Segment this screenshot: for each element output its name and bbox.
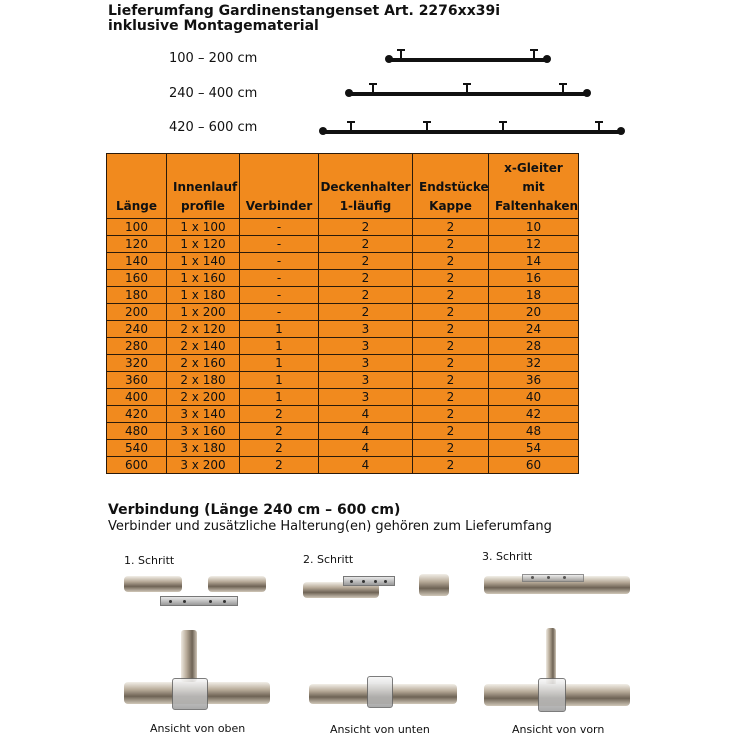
- cell-length: 120: [107, 236, 167, 253]
- cell-connector: -: [240, 236, 319, 253]
- cell-ceiling-bracket: 2: [319, 270, 413, 287]
- column-header-end-caps: Endstücke Kappe: [413, 154, 489, 219]
- cell-gliders: 28: [489, 338, 579, 355]
- table-row: [107, 440, 579, 457]
- column-header-length: Länge: [107, 154, 167, 219]
- cell-connector: 1: [240, 389, 319, 406]
- table-row: [107, 321, 579, 338]
- connection-title: Verbindung (Länge 240 cm – 600 cm): [108, 502, 401, 518]
- step-3-illustration: [484, 572, 630, 612]
- view-front-illustration: [484, 628, 632, 720]
- cell-ceiling-bracket: 4: [319, 440, 413, 457]
- cell-length: 360: [107, 372, 167, 389]
- view-top-caption: Ansicht von oben: [150, 722, 246, 735]
- connection-subtitle: Verbinder und zusätzliche Halterung(en) gehören zum Lieferumfang: [108, 519, 552, 534]
- cell-end-caps: 2: [413, 389, 489, 406]
- cell-gliders: 40: [489, 389, 579, 406]
- cell-length: 420: [107, 406, 167, 423]
- rod-diagram-short: [389, 58, 547, 62]
- table-row: [107, 253, 579, 270]
- cell-gliders: 10: [489, 219, 579, 236]
- cell-end-caps: 2: [413, 304, 489, 321]
- cell-connector: -: [240, 304, 319, 321]
- cell-ceiling-bracket: 2: [319, 253, 413, 270]
- table-row: [107, 304, 579, 321]
- cell-profile: 1 x 120: [167, 236, 240, 253]
- rod-diagram-medium: [349, 92, 587, 96]
- cell-connector: 2: [240, 423, 319, 440]
- cell-end-caps: 2: [413, 338, 489, 355]
- cell-ceiling-bracket: 4: [319, 457, 413, 474]
- table-row: [107, 355, 579, 372]
- cell-connector: -: [240, 270, 319, 287]
- cell-profile: 3 x 140: [167, 406, 240, 423]
- cell-profile: 3 x 180: [167, 440, 240, 457]
- cell-profile: 2 x 140: [167, 338, 240, 355]
- cell-ceiling-bracket: 4: [319, 423, 413, 440]
- cell-ceiling-bracket: 3: [319, 321, 413, 338]
- cell-end-caps: 2: [413, 423, 489, 440]
- cell-end-caps: 2: [413, 287, 489, 304]
- view-bottom-illustration: [309, 672, 459, 712]
- cell-length: 240: [107, 321, 167, 338]
- rod-size-label-1: 100 – 200 cm: [169, 51, 258, 66]
- cell-profile: 2 x 120: [167, 321, 240, 338]
- cell-profile: 1 x 100: [167, 219, 240, 236]
- cell-gliders: 20: [489, 304, 579, 321]
- cell-length: 600: [107, 457, 167, 474]
- cell-ceiling-bracket: 3: [319, 389, 413, 406]
- cell-ceiling-bracket: 4: [319, 406, 413, 423]
- cell-connector: 2: [240, 457, 319, 474]
- cell-end-caps: 2: [413, 406, 489, 423]
- cell-end-caps: 2: [413, 457, 489, 474]
- cell-connector: 1: [240, 355, 319, 372]
- table-row: [107, 338, 579, 355]
- rod-diagram-long: [323, 130, 621, 134]
- cell-length: 320: [107, 355, 167, 372]
- cell-end-caps: 2: [413, 253, 489, 270]
- table-row: [107, 406, 579, 423]
- cell-gliders: 12: [489, 236, 579, 253]
- cell-connector: 1: [240, 321, 319, 338]
- cell-profile: 1 x 180: [167, 287, 240, 304]
- cell-profile: 2 x 180: [167, 372, 240, 389]
- cell-ceiling-bracket: 3: [319, 372, 413, 389]
- cell-gliders: 16: [489, 270, 579, 287]
- rod-size-label-3: 420 – 600 cm: [169, 120, 258, 135]
- column-header-ceiling-bracket: Deckenhalter 1-läufig: [319, 154, 413, 219]
- table-row: [107, 287, 579, 304]
- cell-length: 160: [107, 270, 167, 287]
- column-header-gliders: x-Gleiter mit Faltenhaken: [489, 154, 579, 219]
- step-2-illustration: [303, 572, 453, 612]
- table-row: [107, 457, 579, 474]
- cell-gliders: 42: [489, 406, 579, 423]
- step-2-label: 2. Schritt: [303, 553, 354, 566]
- cell-end-caps: 2: [413, 440, 489, 457]
- cell-gliders: 14: [489, 253, 579, 270]
- cell-length: 480: [107, 423, 167, 440]
- cell-profile: 3 x 160: [167, 423, 240, 440]
- cell-length: 100: [107, 219, 167, 236]
- cell-end-caps: 2: [413, 372, 489, 389]
- table-header-row: [107, 154, 579, 219]
- cell-connector: 2: [240, 440, 319, 457]
- rod-size-label-2: 240 – 400 cm: [169, 86, 258, 101]
- table-row: [107, 219, 579, 236]
- step-3-label: 3. Schritt: [482, 550, 533, 563]
- cell-gliders: 32: [489, 355, 579, 372]
- cell-length: 200: [107, 304, 167, 321]
- page-title: Lieferumfang Gardinenstangenset Art. 2276xx39i: [108, 3, 500, 19]
- cell-profile: 1 x 140: [167, 253, 240, 270]
- cell-profile: 1 x 160: [167, 270, 240, 287]
- cell-ceiling-bracket: 3: [319, 355, 413, 372]
- cell-end-caps: 2: [413, 321, 489, 338]
- table-row: [107, 236, 579, 253]
- cell-connector: -: [240, 253, 319, 270]
- delivery-scope-table: [106, 153, 579, 474]
- cell-length: 280: [107, 338, 167, 355]
- cell-gliders: 60: [489, 457, 579, 474]
- cell-connector: 1: [240, 338, 319, 355]
- cell-ceiling-bracket: 3: [319, 338, 413, 355]
- cell-profile: 3 x 200: [167, 457, 240, 474]
- view-top-illustration: [124, 630, 274, 722]
- cell-profile: 2 x 160: [167, 355, 240, 372]
- view-front-caption: Ansicht von vorn: [512, 723, 605, 736]
- cell-connector: 2: [240, 406, 319, 423]
- cell-ceiling-bracket: 2: [319, 236, 413, 253]
- cell-connector: 1: [240, 372, 319, 389]
- table-row: [107, 372, 579, 389]
- cell-end-caps: 2: [413, 236, 489, 253]
- cell-end-caps: 2: [413, 270, 489, 287]
- cell-profile: 2 x 200: [167, 389, 240, 406]
- cell-end-caps: 2: [413, 219, 489, 236]
- cell-gliders: 24: [489, 321, 579, 338]
- table-row: [107, 389, 579, 406]
- step-1-illustration: [124, 572, 272, 612]
- cell-gliders: 36: [489, 372, 579, 389]
- cell-connector: -: [240, 219, 319, 236]
- cell-gliders: 18: [489, 287, 579, 304]
- cell-length: 140: [107, 253, 167, 270]
- step-1-label: 1. Schritt: [124, 554, 175, 567]
- table-row: [107, 423, 579, 440]
- cell-ceiling-bracket: 2: [319, 287, 413, 304]
- cell-gliders: 48: [489, 423, 579, 440]
- cell-gliders: 54: [489, 440, 579, 457]
- page-subtitle: inklusive Montagematerial: [108, 18, 319, 34]
- cell-length: 400: [107, 389, 167, 406]
- column-header-profile: Innenlauf profile: [167, 154, 240, 219]
- cell-length: 540: [107, 440, 167, 457]
- cell-ceiling-bracket: 2: [319, 219, 413, 236]
- cell-end-caps: 2: [413, 355, 489, 372]
- cell-connector: -: [240, 287, 319, 304]
- cell-ceiling-bracket: 2: [319, 304, 413, 321]
- column-header-connector: Verbinder: [240, 154, 319, 219]
- cell-length: 180: [107, 287, 167, 304]
- table-row: [107, 270, 579, 287]
- view-bottom-caption: Ansicht von unten: [330, 723, 430, 736]
- cell-profile: 1 x 200: [167, 304, 240, 321]
